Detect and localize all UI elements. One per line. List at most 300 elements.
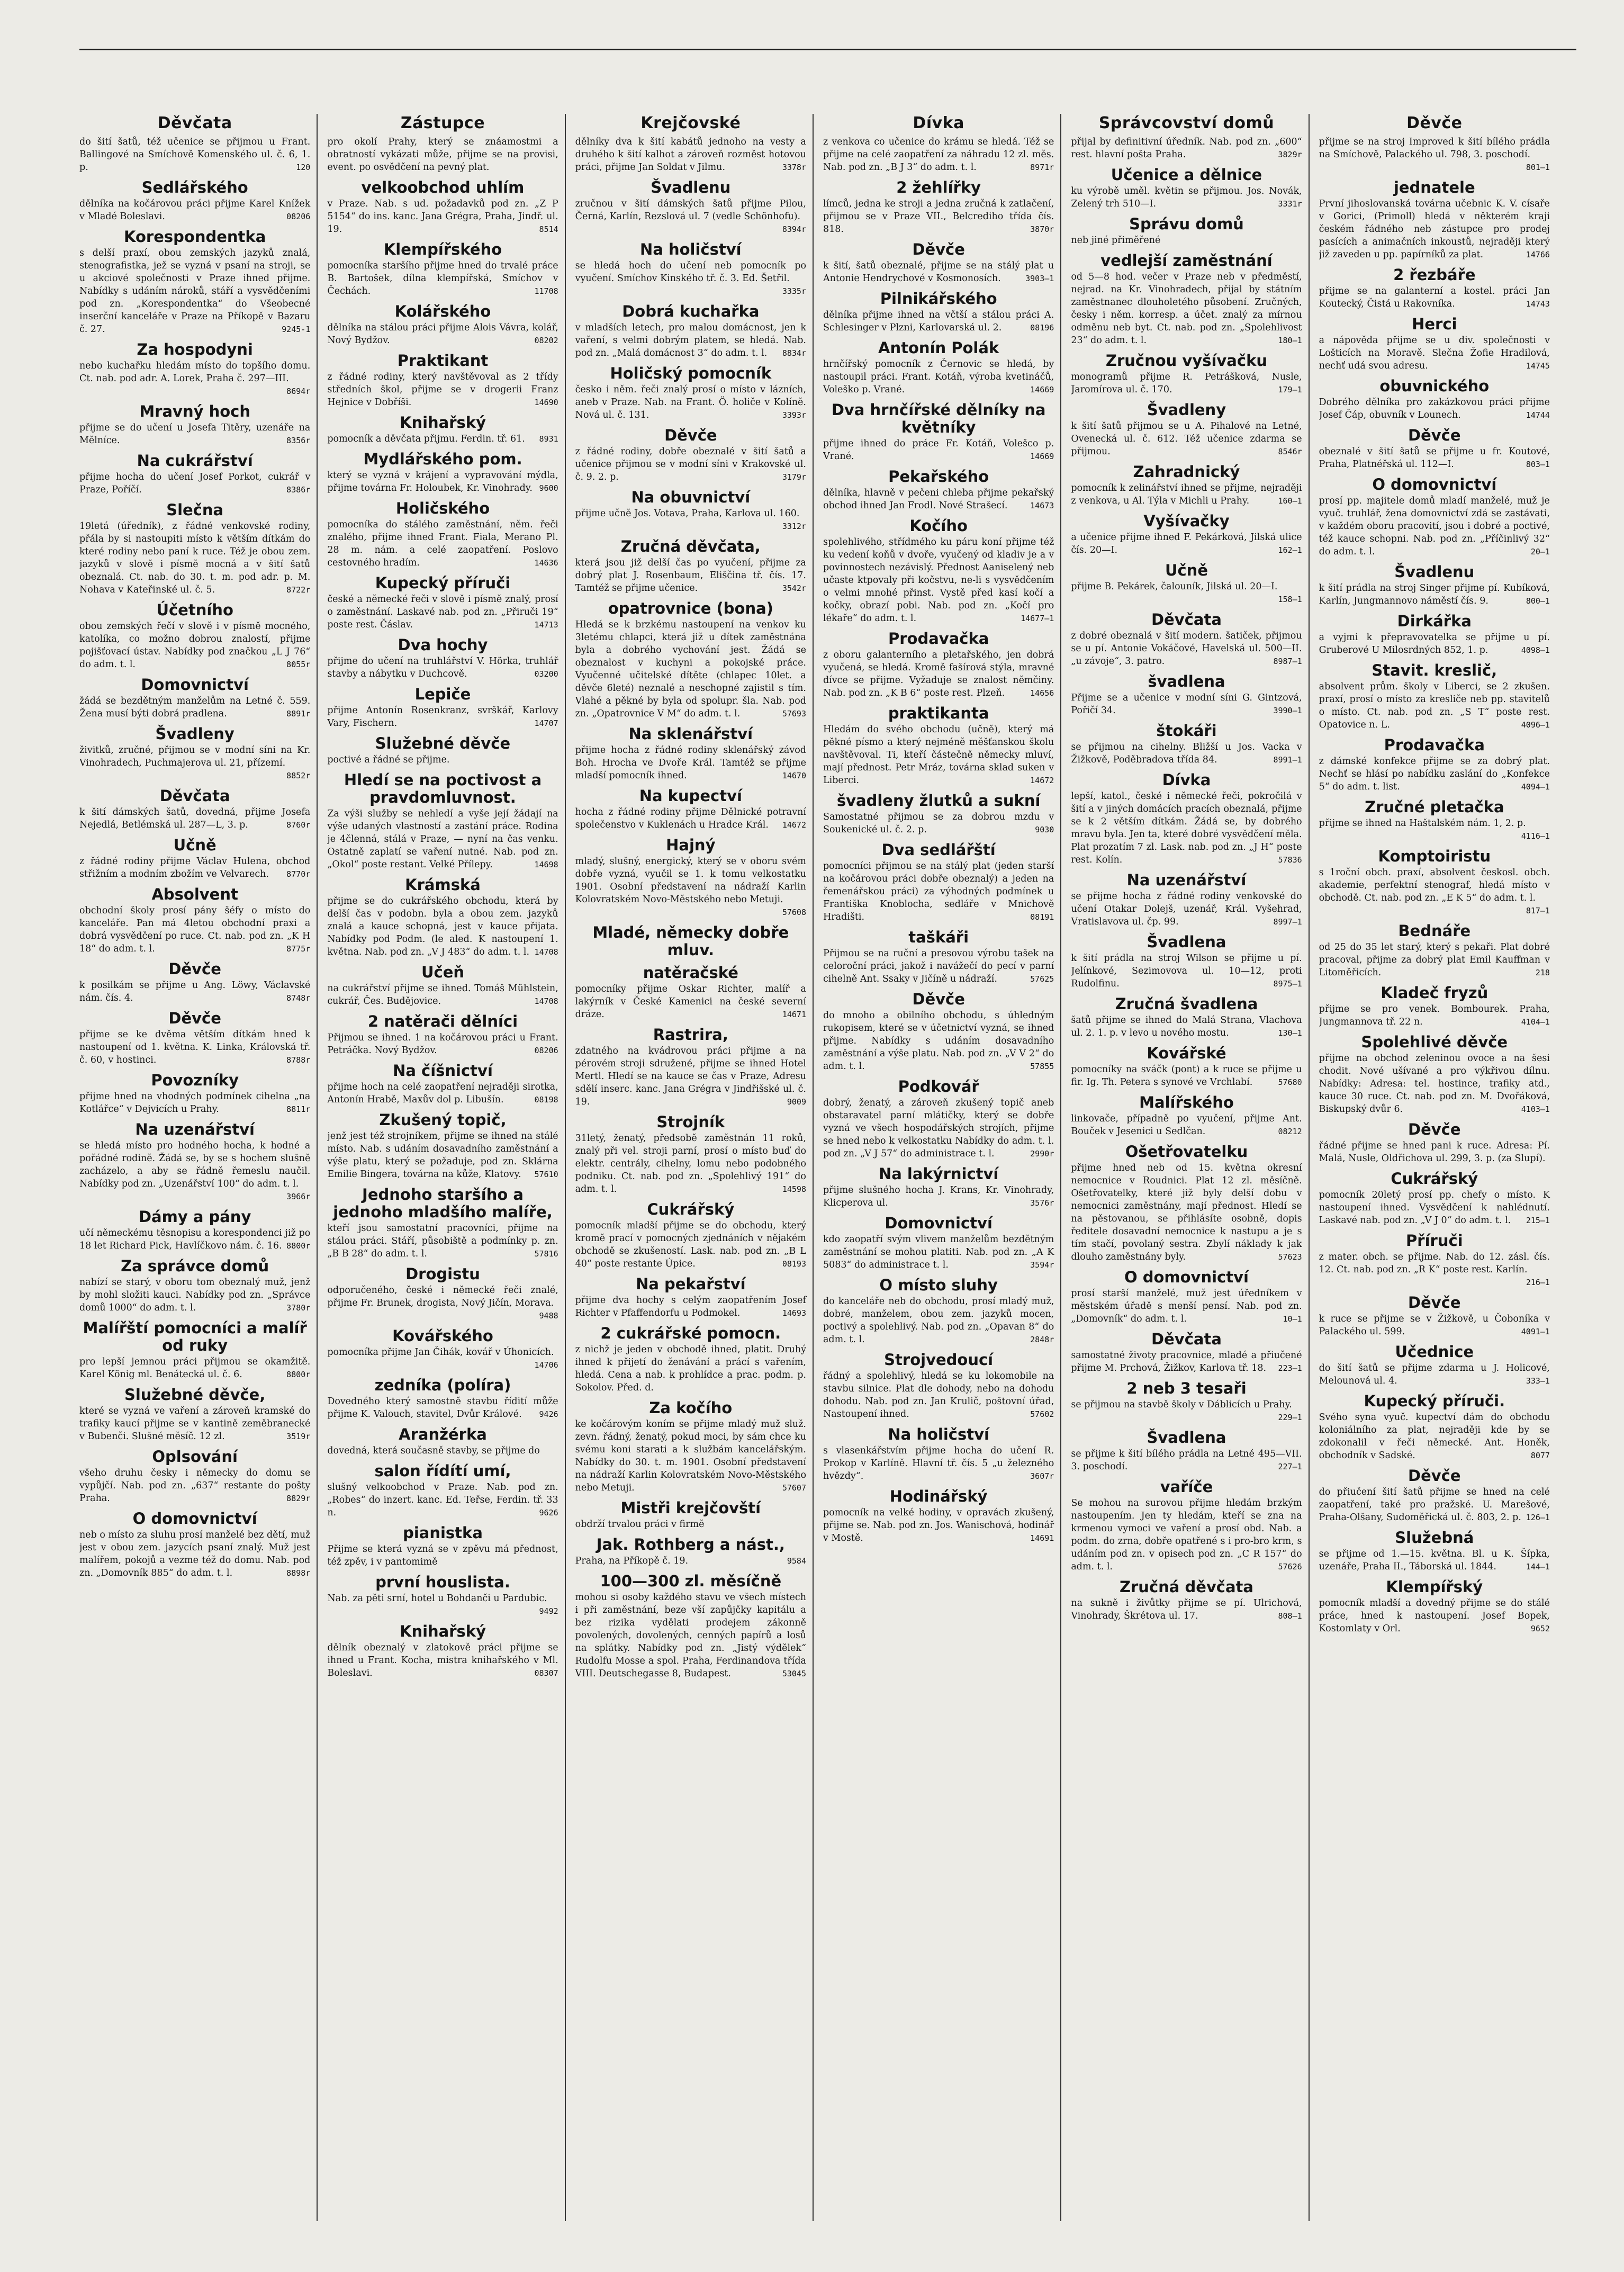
ad-text: dělníka přijme ihned na včtší a stálou práci A. Schlesinger v Plzni, Karlovarská ul. 2. bbox=[823, 310, 1054, 333]
ad-reference-code: 14598 bbox=[782, 1184, 806, 1194]
ad-text: 19letá (úředník), z řádné venkovské rodiny, přála by si nastoupiti místo k větším dítkám do které rodiny nebo paní k ruce. Též je obou zem. jazyků v slově i písmě mocná a v šití šatů obeznalá. Ct. nab. do 30. t. m. pod adr. p. M. Nohava v Kateřinské ul. č. 5. bbox=[79, 521, 311, 595]
ad-title: Dámy a pány bbox=[138, 1208, 251, 1226]
classified-ad bbox=[327, 771, 558, 871]
ad-reference-code: 4103—1 bbox=[1521, 1104, 1550, 1114]
classified-ad bbox=[823, 841, 1054, 923]
ad-title: Děvče bbox=[912, 990, 965, 1008]
classified-ad bbox=[79, 960, 310, 1004]
ad-body bbox=[1071, 1497, 1302, 1573]
ad-reference-code: 801—1 bbox=[1526, 163, 1550, 172]
ad-reference-code: 8386r bbox=[286, 485, 311, 495]
ad-reference-code: 08193 bbox=[782, 1259, 806, 1269]
ad-title: O domovnictví bbox=[1124, 1268, 1249, 1286]
classified-ad bbox=[1319, 476, 1550, 558]
ad-text: která jsou již delší čas po vyučení, přijme za dobrý plat J. Rosenbaum, Eliščina tř. čís. 17. Tamtéž se přijme učenice. bbox=[575, 558, 806, 594]
classified-ad bbox=[1071, 1045, 1302, 1089]
ad-text: pomocníky přijme Oskar Richter, malíř a lakýrník v České Kamenici na české severní dráze. bbox=[575, 984, 806, 1020]
ad-title: Zručná švadlena bbox=[1115, 995, 1258, 1013]
ad-title: Děvče bbox=[1408, 1467, 1461, 1485]
column-heading: Děvče bbox=[1406, 114, 1463, 132]
ad-text: pomocník 20letý prosí pp. chefy o místo. K nastoupení ihned. Vysvědčení k nahlédnutí. Laskavé nab. pod zn. „V J 0“ do adm. t. l. bbox=[1319, 1190, 1550, 1226]
column-heading: Krejčovské bbox=[640, 114, 741, 132]
ad-title: Na lakýrnictví bbox=[878, 1165, 999, 1183]
classified-ad bbox=[575, 924, 806, 959]
ad-title: Knihařský bbox=[399, 1622, 486, 1640]
ad-title: Děvče bbox=[168, 1009, 221, 1027]
ad-body bbox=[79, 806, 310, 831]
ad-title: 2 řezbáře bbox=[1393, 266, 1476, 284]
ad-title: Kupecký příruči. bbox=[1364, 1392, 1505, 1410]
classified-ad bbox=[79, 1448, 310, 1505]
ad-reference-code: 803—1 bbox=[1526, 460, 1550, 469]
ad-title: Kovářského bbox=[392, 1327, 493, 1345]
classified-ad bbox=[79, 1319, 310, 1381]
ad-reference-code: 808—1 bbox=[1278, 1611, 1302, 1621]
ad-reference-code: 126—1 bbox=[1526, 1513, 1550, 1522]
ad-text: poctivé a řádné se přijme. bbox=[327, 755, 450, 765]
ad-text: s delší praxí, obou zemských jazyků znalá, stenografistka, jež se vyzná v psaní na stroji, se u akciové společnosti v Praze ihned přijme. Nabídky s udáním nároků, stáří a vysvědčeními pod zn. „Korespondentka“ do Všeobecné inserční kanceláře v Praze na Příkopě v Bazaru č. 27. bbox=[79, 248, 311, 335]
classified-ad bbox=[1319, 848, 1550, 917]
ad-reference-code: 14693 bbox=[782, 1308, 806, 1318]
ad-body bbox=[575, 1418, 806, 1494]
ad-text: pomocníci přijmou se na stálý plat (jeden starší na kočárovou práci dobře obeznalý) a jeden na řemenářskou práci) za výhodných podmínek u Františka Knoblocha, sedláře v Mnichově Hradišti. bbox=[823, 861, 1054, 922]
ad-text: přijme hocha do učení Josef Porkot, cukrář v Praze, Poříčí. bbox=[79, 472, 311, 495]
ad-reference-code: 08307 bbox=[534, 1668, 558, 1678]
ad-title: švadlena bbox=[1148, 672, 1225, 690]
ad-reference-code: 8829r bbox=[286, 1494, 311, 1503]
ad-title: Holičského bbox=[395, 499, 490, 517]
ad-reference-code: 3594r bbox=[1030, 1260, 1054, 1270]
ad-title: zedníka (políra) bbox=[374, 1376, 511, 1394]
ad-text: dělníka na kočárovou práci přijme Karel Knížek v Mladé Boleslavi. bbox=[79, 199, 311, 222]
ad-body bbox=[79, 620, 310, 671]
ad-title: Na holičství bbox=[640, 240, 742, 258]
ad-body bbox=[327, 807, 558, 871]
ad-title: Malířští pomocníci a malíř od ruky bbox=[83, 1319, 307, 1354]
ad-reference-code: 57855 bbox=[1030, 1062, 1054, 1071]
classified-ad bbox=[79, 452, 310, 496]
classified-ad bbox=[1071, 252, 1302, 347]
ad-text: žádá se bezdětným manželům na Letné č. 559. Žena musí býti dobrá pradlena. bbox=[79, 696, 311, 719]
classified-ad bbox=[823, 1215, 1054, 1271]
ad-body bbox=[1319, 582, 1550, 607]
ad-title: Švadleny bbox=[1147, 401, 1226, 419]
classified-ad bbox=[1319, 1034, 1550, 1116]
ad-reference-code: 57693 bbox=[782, 709, 806, 719]
ad-title: Zahradnický bbox=[1133, 463, 1240, 481]
ad-text: do šití šatů se přijme zdarma u J. Holicové, Melounová ul. 4. bbox=[1319, 1363, 1550, 1386]
ad-text: Praha, na Příkopě č. 19. bbox=[575, 1556, 689, 1566]
ad-title: Na uzenářství bbox=[1126, 871, 1247, 889]
classified-ad bbox=[823, 1426, 1054, 1483]
ad-title: Zkušený topič, bbox=[379, 1111, 507, 1129]
ad-reference-code: 9652 bbox=[1530, 1624, 1550, 1633]
classified-ad bbox=[575, 303, 806, 360]
classified-ad bbox=[1319, 378, 1550, 421]
ad-text: z mater. obch. se přijme. Nab. do 12. zásl. čís. 12. Ct. nab. pod zn. „R K“ poste rest. Karlín. bbox=[1319, 1252, 1550, 1275]
ad-reference-code: 8394r bbox=[782, 224, 806, 234]
ad-text: se hledá hoch do učení neb pomocník po vyučení. Smíchov Kinského tř. č. 3. Ed. Šetřil. bbox=[575, 261, 806, 284]
ad-reference-code: 14744 bbox=[1526, 410, 1550, 420]
ad-reference-code: 8055r bbox=[286, 660, 311, 669]
classified-ad bbox=[1319, 1294, 1550, 1338]
ad-body bbox=[1319, 755, 1550, 793]
ad-text: límců, jedna ke stroji a jedna zručná k zatlačení, přijmou se v Praze VII., Belcrediho třída čís. 818. bbox=[823, 199, 1054, 235]
ad-title: Kupecký příruči bbox=[375, 574, 511, 592]
ad-text: přijme na obchod zeleninou ovoce a na šesi chodit. Nové ušívané a pro výkřivou dílnu. Nabídky: Adresa: tel. hostince, trafiky atd., kauce 30 ruce. Ct. nab. pod zn. M. Dvořáková, Biskupský dvůr 6. bbox=[1319, 1053, 1550, 1115]
classified-ad bbox=[327, 136, 558, 174]
ad-title: Mistři krejčovští bbox=[620, 1499, 761, 1517]
ad-body bbox=[1319, 334, 1550, 372]
ad-reference-code: 57836 bbox=[1278, 855, 1302, 865]
ad-title: Švadlenu bbox=[651, 178, 731, 196]
ad-title: Švadlena bbox=[1147, 1429, 1226, 1447]
ad-column bbox=[327, 114, 565, 2221]
ad-title: salon řídítí umí, bbox=[374, 1462, 511, 1480]
ad-text: absolvent prům. školy v Liberci, se 2 zkušen. praxí, prosí o místo za kresliče neb pp. stavitelů o místo. Ct. nab. pod zn. „S T“ poste rest. Opatovice n. L. bbox=[1319, 681, 1550, 730]
ad-text: pomocník a děvčata přijmu. Ferdin. tř. 61. bbox=[327, 434, 525, 444]
ad-text: 31letý, ženatý, předsobě zaměstnán 11 roků, znalý při vel. stroji parní, prosí o místo buď do elektr. centrály, cihelny, lomu nebo podobného podniku. Ct. nab. pod zn. „Spolehlivý 191“ do adm. t. l. bbox=[575, 1133, 806, 1195]
classified-ad bbox=[1071, 933, 1302, 990]
ad-title: Antonín Polák bbox=[878, 339, 999, 357]
ad-text: Přijmou se na ruční a presovou výrobu tašek na celoroční práci, jakož i navážečí do pecí v parní cihelně Ant. Ssaky v Jičíně u nádraží. bbox=[823, 948, 1054, 984]
ad-title: Děvče bbox=[168, 960, 221, 978]
classified-ad bbox=[327, 964, 558, 1008]
ad-reference-code: 3312r bbox=[782, 522, 806, 531]
ad-body bbox=[1071, 1448, 1302, 1473]
ad-text: zručnou v šití dámských šatů přijme Pilou, Černá, Karlín, Rezslová ul. 7 (vedle Schönhofu). bbox=[575, 199, 806, 222]
classified-ad bbox=[1071, 722, 1302, 766]
ad-text: který se vyzná v krájení a vypravování mýdla, přijme továrna Fr. Holoubek, Kr. Vinohrady. bbox=[327, 470, 558, 493]
classified-ad bbox=[575, 427, 806, 483]
ad-title: Za kočího bbox=[649, 1399, 733, 1417]
classified-ad bbox=[575, 241, 806, 298]
ad-body bbox=[1319, 1597, 1550, 1635]
ad-title: Dva sedlářští bbox=[881, 841, 996, 859]
classified-ad bbox=[327, 1013, 558, 1057]
classified-ad bbox=[823, 1488, 1054, 1544]
ad-text: z řádné rodiny, který navštěvoval as 2 třídy středních škol, přijme se v drogerii Franz Hejnice v Dobříši. bbox=[327, 372, 558, 408]
ad-title: obuvnického bbox=[1379, 377, 1490, 395]
ad-text: české a německé řeči v slově i písmě znalý, prosí o zaměstnání. Laskavé nab. pod zn. „Přiruči 19“ poste rest. Čáslav. bbox=[327, 594, 558, 630]
ad-body bbox=[823, 947, 1054, 985]
ad-text: přijme se na stroj Improved k šití bílého prádla na Smíchově, Palackého ul. 798, 3. poschodí. bbox=[1319, 137, 1550, 160]
ad-title: Učednice bbox=[1395, 1343, 1474, 1361]
ad-text: k šití prádla na stroj Wilson se přijme u pí. Jelínkové, Sezimovova ul. 10—12, proti Rudolfinu. bbox=[1071, 953, 1302, 989]
ad-reference-code: 3607r bbox=[1030, 1471, 1054, 1481]
ad-reference-code: 08191 bbox=[1030, 912, 1054, 922]
ad-text: přijme hned neb od 15. května okresní nemocnice v Roudnici. Plat 12 zl. měsíčně. Ošetřovatelky, které již byly delší dobu v nemocnici zaměstnány, mají přednost. Hledí se na pěstovanou, se přihlásíte osobně, dopis ředitele dosavadní nemocnice k nastupu a je s tím stačí, povolaný sestra. Zbylí náklady k jak dlouho zaměstnány byly. bbox=[1071, 1163, 1302, 1262]
ad-text: Dobrého dělníka pro zakázkovou práci přijme Josef Čáp, obuvník v Lounech. bbox=[1319, 397, 1550, 420]
classified-ad bbox=[575, 1201, 806, 1270]
classified-ad bbox=[327, 451, 558, 495]
classified-ad bbox=[823, 468, 1054, 512]
ad-title: Drogistu bbox=[405, 1265, 480, 1283]
ad-reference-code: 14708 bbox=[534, 996, 558, 1006]
ad-title: Ošetřovatelku bbox=[1125, 1143, 1248, 1161]
ad-title: Holičský pomocník bbox=[610, 364, 772, 382]
ad-body bbox=[823, 1009, 1054, 1073]
ad-text: nebo kuchařku hledám místo do topšího domu. Ct. nab. pod adr. A. Lorek, Praha č. 297—III. bbox=[79, 361, 311, 384]
ad-title: Cukrářský bbox=[647, 1200, 735, 1218]
ad-reference-code: 14708 bbox=[534, 947, 558, 957]
ad-title: Na uzenářství bbox=[135, 1120, 255, 1138]
classified-ad bbox=[575, 725, 806, 782]
ad-text: a nápověda přijme se u div. společnosti v Lošticích na Moravě. Slečna Žofie Hradilová, nechť udá svou adresu. bbox=[1319, 335, 1550, 371]
classified-ad bbox=[823, 1277, 1054, 1346]
ad-body bbox=[327, 259, 558, 298]
ad-text: které se vyzná ve vaření a zároveň kramské do trafiky kaucí přijme se v kantině zeměbranecké v Bubenči. Slušné měsíč. 12 zl. bbox=[79, 1406, 311, 1442]
ad-title: Cukrářský bbox=[1391, 1170, 1478, 1188]
classified-ad bbox=[79, 1010, 310, 1066]
ad-title: Účetního bbox=[156, 601, 233, 619]
ad-reference-code: 14636 bbox=[534, 558, 558, 568]
ad-title: Krámská bbox=[405, 876, 481, 894]
ad-title: Kovářské bbox=[1147, 1044, 1226, 1062]
ad-body bbox=[1319, 1189, 1550, 1227]
ad-reference-code: 4091—1 bbox=[1521, 1327, 1550, 1336]
classified-ad bbox=[1071, 215, 1302, 247]
ad-text: z oboru galanterního a pletařského, jen dobrá vyučená, se hledá. Kromě fašírová stýla, mravné dívce se přijme. Vyžaduje se znalost němčiny. Nab. pod zn. „K B 6“ poste rest. Plzeň. bbox=[823, 650, 1054, 698]
classified-ad bbox=[327, 574, 558, 631]
ad-body bbox=[1071, 420, 1302, 458]
classified-ad bbox=[1319, 922, 1550, 979]
classified-ad bbox=[327, 303, 558, 347]
ad-reference-code: 03200 bbox=[534, 669, 558, 679]
ad-body bbox=[79, 1529, 310, 1579]
ad-title: Švadlenu bbox=[1394, 563, 1475, 581]
classified-ad bbox=[327, 1574, 558, 1618]
ad-body bbox=[327, 1222, 558, 1260]
ad-title: Na kupectví bbox=[639, 787, 742, 805]
ad-text: Se mohou na surovou přijme hledám brzkým nastoupením. Jen ty hledám, kteří se zna na krmenou vymoci ve vaření a prosí obd. Nab. a podm. do zrna, dobře opatřené s i pro-bro krm, s udáním pod zn. v opisech pod zn. „C R 157“ do adm. t. l. bbox=[1071, 1498, 1302, 1572]
ad-text: pro lepší jemnou práci přijmou se okamžitě. Karel König ml. Benátecká ul. č. 6. bbox=[79, 1357, 311, 1380]
ad-title: Dobrá kuchařka bbox=[622, 302, 760, 320]
ad-body bbox=[1319, 1362, 1550, 1387]
ad-title: Kladeč fryzů bbox=[1381, 984, 1488, 1002]
ad-title: Švadlena bbox=[1147, 933, 1226, 951]
ad-body bbox=[575, 1591, 806, 1680]
ad-reference-code: 3378r bbox=[782, 163, 806, 172]
ad-text: v mladších letech, pro malou domácnost, jen k vaření, s velmi dobrým platem, se hledá. Nab. pod zn. „Malá domácnost 3“ do adm. t. l. bbox=[575, 322, 806, 358]
ad-text: dovedná, která současně stavby, se přijme do bbox=[327, 1445, 540, 1456]
ad-body bbox=[1071, 1349, 1302, 1375]
ad-reference-code: 3542r bbox=[782, 583, 806, 593]
classified-ad bbox=[79, 136, 310, 174]
ad-body bbox=[1071, 371, 1302, 396]
ad-text: spolehlivého, střídmého ku páru koní přijme též ku vedení koňů v dvoře, vyučený od kladiv je a v povinnostech nezávislý. Přednost Aaniselený neb učaste ktpovaly při kočstvu, ne-li s vysvědčením o velmi mnohé přinst. Vystě před kasí kočí a kočky, obrazí pobi. Nab. pod zn. „Kočí pro lékaře“ do adm. t. l. bbox=[823, 537, 1054, 624]
ad-text: přijme hoch na celé zaopatření nejraději sirotka, Antonín Hrabě, Maxův dol p. Libušín. bbox=[327, 1082, 558, 1105]
ad-body bbox=[575, 618, 806, 720]
ad-text: pomocník k zelinářství ihned se přijme, nejraději z venkova, u Al. Týla v Michli u Prahy. bbox=[1071, 483, 1302, 506]
ad-reference-code: 08212 bbox=[1278, 1127, 1302, 1136]
ad-title: Klempířský bbox=[1386, 1578, 1483, 1596]
ad-text: odporučeného, české i německé řeči znalé, přijme Fr. Brunek, drogista, Nový Jičín, Morava. bbox=[327, 1285, 558, 1308]
ad-text: k šití, šatů obeznalé, přijme se na stálý plat u Antonie Hendrychové v Kosmonosích. bbox=[823, 261, 1054, 284]
ad-body bbox=[823, 1506, 1054, 1544]
ad-reference-code: 14671 bbox=[782, 1010, 806, 1019]
ad-text: živitků, zručné, přijmou se v modní síni na Kr. Vinohradech, Puchmajerova ul. 21, přízemí. bbox=[79, 745, 311, 768]
ad-title: 2 žehlířky bbox=[896, 178, 981, 196]
ad-reference-code: 8800r bbox=[286, 1241, 311, 1251]
classified-ad bbox=[1071, 401, 1302, 458]
classified-ad bbox=[575, 136, 806, 174]
ad-body bbox=[79, 247, 310, 336]
ad-title: Mravný hoch bbox=[139, 402, 250, 420]
ad-reference-code: 817—1 bbox=[1526, 906, 1550, 915]
classified-ad bbox=[823, 136, 1054, 174]
ad-text: ke kočárovým koním se přijme mladý muž služ. zevn. řádný, ženatý, pokud moci, by sám chce ku svému koni starati a k službám kancelářským. Nabídky do 30. t. m. 1901. Osobní představení na nádraží Karlin Kolovratském Novo-Městského nebo Metuji. bbox=[575, 1419, 806, 1493]
ad-title: Děvče bbox=[1408, 1120, 1461, 1138]
ad-body bbox=[327, 982, 558, 1008]
ad-reference-code: 8788r bbox=[286, 1055, 311, 1065]
ad-reference-code: 57608 bbox=[782, 908, 806, 917]
ad-body bbox=[575, 983, 806, 1021]
ad-title: Domovnictví bbox=[885, 1214, 993, 1232]
ad-text: k šití dámských šatů, dovedná, přijme Josefa Nejedlá, Betlémská ul. 287—L, 3. p. bbox=[79, 807, 311, 830]
ad-body bbox=[327, 1031, 558, 1057]
classified-ad bbox=[79, 228, 310, 336]
ad-body bbox=[327, 704, 558, 730]
ad-reference-code: 3576r bbox=[1030, 1198, 1054, 1208]
ad-title: Jednoho staršího a jednoho mladšího malíře, bbox=[333, 1186, 553, 1221]
ad-reference-code: 9488 bbox=[539, 1311, 558, 1321]
classified-ad bbox=[1319, 266, 1550, 310]
ad-title: 2 cukrářské pomocn. bbox=[600, 1324, 781, 1342]
ad-title: Švadleny bbox=[155, 725, 234, 743]
ad-reference-code: 08206 bbox=[534, 1046, 558, 1055]
ad-reference-code: 4098—1 bbox=[1521, 645, 1550, 655]
classified-ad bbox=[327, 500, 558, 569]
ad-body bbox=[575, 1343, 806, 1394]
ad-reference-code: 215—1 bbox=[1526, 1216, 1550, 1225]
classified-ad bbox=[1319, 1232, 1550, 1289]
ad-title: Knihařský bbox=[399, 414, 486, 432]
ad-reference-code: 53045 bbox=[782, 1669, 806, 1678]
classified-ad bbox=[79, 1258, 310, 1314]
ad-reference-code: 57602 bbox=[1030, 1409, 1054, 1419]
ad-body bbox=[1319, 197, 1550, 261]
ad-reference-code: 8975—1 bbox=[1273, 979, 1302, 989]
classified-ad bbox=[575, 179, 806, 236]
ad-body bbox=[1071, 741, 1302, 766]
ad-title: Zručná děvčata bbox=[1119, 1578, 1253, 1596]
classified-ad bbox=[1319, 136, 1550, 174]
ad-title: Na cukrářství bbox=[137, 452, 253, 470]
classified-ad bbox=[575, 787, 806, 831]
ad-body bbox=[1071, 1398, 1302, 1424]
ad-body bbox=[823, 197, 1054, 236]
ad-title: Hledí se na poctivost a pravdomluvnost. bbox=[344, 771, 542, 806]
ad-reference-code: 9600 bbox=[539, 483, 558, 493]
classified-ad bbox=[1319, 1529, 1550, 1573]
ad-title: Na holičství bbox=[888, 1425, 989, 1443]
ad-body bbox=[327, 593, 558, 631]
ad-title: Kolářského bbox=[394, 302, 491, 320]
ad-body bbox=[575, 321, 806, 360]
ad-reference-code: 8834r bbox=[782, 348, 806, 358]
ad-reference-code: 11708 bbox=[534, 286, 558, 296]
ad-title: Hodinářský bbox=[889, 1487, 988, 1505]
ad-body bbox=[1319, 1313, 1550, 1338]
ad-body bbox=[1319, 1251, 1550, 1289]
ad-text: pomocník mladší přijme se do obchodu, který kromě prací v pomocných zjednáních v nějakém obchodě se zkušeností. Lask. nab. pod zn. „B L 40“ poste restante Úpice. bbox=[575, 1220, 806, 1269]
classified-ad bbox=[1071, 562, 1302, 606]
ad-body bbox=[327, 1543, 558, 1568]
ad-body bbox=[1071, 1063, 1302, 1089]
ad-body bbox=[1319, 1411, 1550, 1462]
ad-text: Za výši služby se nehledí a vyše její žádají na výše udaných vlastností a zastání práce. Rodina je 4členná, stálá v Praze, — nyní na čas venku. Ostatně zaplatí se vaření nutné. Nab. pod zn. „Okol“ poste restant. Velké Přílepy. bbox=[327, 809, 558, 870]
ad-text: samostatné životy pracovnice, mladé a přiučené přijme M. Prchová, Žižkov, Karlova tř. 18. bbox=[1071, 1350, 1302, 1373]
ad-reference-code: 4104—1 bbox=[1521, 1017, 1550, 1027]
ad-reference-code: 8852r bbox=[286, 771, 311, 780]
classified-ad bbox=[575, 1536, 806, 1567]
ad-text: do kanceláře neb do obchodu, prosí mladý muž, dobré, manželem, obou zem. jazyků mocen, poctivý a spolehlivý. Nab. pod zn. „Opavan 8“ do adm. t. l. bbox=[823, 1296, 1054, 1345]
classified-ad bbox=[327, 735, 558, 766]
ad-reference-code: 8770r bbox=[286, 869, 311, 879]
ad-reference-code: 3179r bbox=[782, 472, 806, 482]
ad-title: Děvče bbox=[1408, 426, 1461, 444]
ad-reference-code: 180—1 bbox=[1278, 336, 1302, 345]
ad-body bbox=[1319, 1003, 1550, 1028]
ad-body bbox=[1071, 234, 1302, 247]
ad-reference-code: 9626 bbox=[539, 1508, 558, 1517]
ad-text: z dobré obeznalá v šití modern. šatiček, přijmou se u pí. Antonie Vokáčové, Havelská ul. 500—II. „u závoje“, 3. patro. bbox=[1071, 631, 1302, 667]
classified-ad bbox=[575, 1276, 806, 1319]
ad-text: z nichž je jeden v obchodě ihned, platit. Druhý ihned k přijetí do ženávání a prácí s vařením, hledá. Cena a nab. k prohlídce a prac. podm. p. Sokolov. Před. d. bbox=[575, 1344, 806, 1393]
ad-reference-code: 9426 bbox=[539, 1409, 558, 1419]
ad-text: k ruce se přijme se v Žižkově, u Čoboníka v Palackého ul. 599. bbox=[1319, 1314, 1550, 1337]
ad-body bbox=[823, 1184, 1054, 1209]
ad-text: kdo zaopatří svým vlivem manželům bezdětným zaměstnání se mohou platiti. Nab. pod zn. „A K 5083“ do administrace t. l. bbox=[823, 1234, 1054, 1270]
classified-ad bbox=[1319, 737, 1550, 793]
ad-text: prosí pp. majitele domů mladí manželé, muž je vyuč. truhlář, žena domovnictví zdá se zastávati, v každém oboru pracovití, jsou i dobré a poctivé, též kauce schopni. Nab. pod zn. „Příčinlivý 32“ do adm. t. l. bbox=[1319, 496, 1550, 557]
ad-text: První jihoslovanská továrna učebnic K. V. císaře v Gorici, (Primoll) hledá v některém kraji českém řádného neb zástupce pro prodej pasících a animačních inkoustů, nejraději který již zaveden u pp. papírníků za plat. bbox=[1319, 199, 1550, 260]
classified-ad bbox=[79, 341, 310, 398]
ad-reference-code: 3829r bbox=[1278, 150, 1302, 159]
ad-body bbox=[1071, 630, 1302, 668]
ad-text: přijme se na galanterní a kostel. práci Jan Koutecký, Čistá u Rakovníka. bbox=[1319, 286, 1550, 309]
ad-text: se přijmou na cihelny. Bližší u Jos. Vacka v Žižkově, Poděbradova třída 84. bbox=[1071, 742, 1302, 765]
ad-title: první houslista. bbox=[375, 1573, 510, 1591]
classified-ad bbox=[327, 1623, 558, 1680]
ad-body bbox=[1071, 1597, 1302, 1622]
ad-title: Zručnou vyšívačku bbox=[1105, 352, 1268, 370]
classified-ad bbox=[327, 241, 558, 298]
classified-ad bbox=[327, 179, 558, 236]
ad-title: Strojvedoucí bbox=[884, 1351, 994, 1369]
classified-ad bbox=[823, 792, 1054, 836]
ad-text: řádné přijme se hned pani k ruce. Adresa: Pí. Malá, Nusle, Oldřichova ul. 299, 3. p. (za Slupí). bbox=[1319, 1141, 1550, 1164]
ad-text: neb jiné přiměřené bbox=[1071, 235, 1161, 246]
classified-ad bbox=[575, 837, 806, 919]
ad-text: Samostatné přijmou se za dobrou mzdu v Soukenické ul. č. 2. p. bbox=[823, 812, 1054, 835]
classified-ad bbox=[327, 352, 558, 409]
ad-body bbox=[1071, 271, 1302, 347]
ad-reference-code: 9584 bbox=[787, 1556, 806, 1566]
classified-ad bbox=[1319, 798, 1550, 842]
classified-ad bbox=[1071, 1578, 1302, 1622]
ad-body bbox=[1319, 1052, 1550, 1116]
ad-body bbox=[1071, 1287, 1302, 1325]
ad-body bbox=[1071, 1112, 1302, 1138]
ad-body bbox=[1071, 531, 1302, 556]
ad-body bbox=[823, 309, 1054, 334]
ad-reference-code: 3780r bbox=[286, 1303, 311, 1313]
ad-title: Stavit. kreslič, bbox=[1372, 661, 1497, 679]
ad-title: Zručná děvčata, bbox=[620, 537, 761, 555]
ad-reference-code: 57816 bbox=[534, 1249, 558, 1259]
